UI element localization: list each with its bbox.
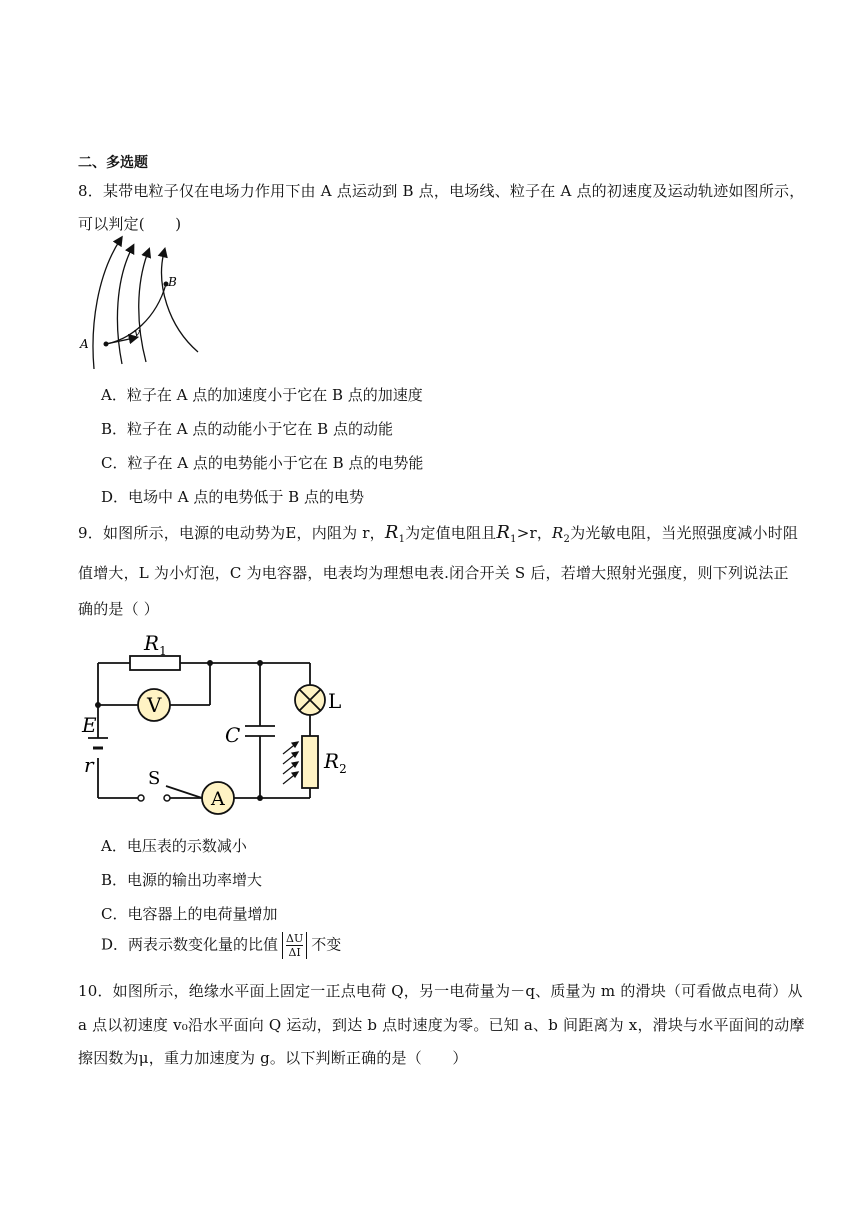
label-capacitor: C bbox=[225, 723, 241, 747]
velocity-arrow bbox=[106, 338, 134, 344]
q10-stem-line3: 擦因数为μ，重力加速度为 g。以下判断正确的是（ ） bbox=[78, 1049, 468, 1067]
label-a: A bbox=[80, 337, 89, 351]
field-line-4 bbox=[162, 252, 198, 352]
q8-option-a[interactable]: A．粒子在 A 点的加速度小于它在 B 点的加速度 bbox=[101, 386, 423, 404]
q8-stem-line2: 可以判定( ) bbox=[78, 215, 182, 233]
label-switch: S bbox=[148, 768, 161, 789]
q8-option-c[interactable]: C．粒子在 A 点的电势能小于它在 B 点的电势能 bbox=[101, 454, 424, 472]
field-line-3 bbox=[139, 252, 148, 362]
field-line-2 bbox=[117, 248, 132, 364]
label-lamp: L bbox=[328, 689, 342, 713]
q9-option-d[interactable]: D．两表示数变化量的比值 $\frac{\Delta U}{\Delta I}$ 不变 bbox=[101, 932, 342, 959]
q8-field-lines-figure bbox=[76, 234, 206, 370]
q9-stem-line1: 9．如图所示，电源的电动势为E，内阻为 r，$R_1$为定值电阻且$R_1>r$，$R_2$为光敏电阻，当光照强度减小时阻 bbox=[78, 522, 799, 545]
label-b: B bbox=[168, 275, 177, 289]
q8-option-d[interactable]: D．电场中 A 点的电势低于 B 点的电势 bbox=[101, 488, 364, 506]
label-emf: E bbox=[82, 713, 97, 737]
point-a bbox=[104, 342, 109, 347]
q9-stem-line3: 确的是（ ） bbox=[78, 600, 159, 618]
q9-circuit-diagram bbox=[78, 628, 358, 828]
q9-option-a[interactable]: A．电压表的示数减小 bbox=[101, 837, 247, 855]
label-voltmeter: V bbox=[147, 693, 162, 717]
label-r1: $R_1$ bbox=[144, 631, 167, 658]
q8-stem-line1: 8．某带电粒子仅在电场力作用下由 A 点运动到 B 点，电场线、粒子在 A 点的初速度及运动轨迹如图所示， bbox=[78, 182, 805, 200]
field-line-1 bbox=[93, 240, 120, 369]
section-title: 二、多选题 bbox=[78, 155, 148, 171]
r2-photoresistor bbox=[302, 736, 318, 788]
label-ammeter: A bbox=[211, 788, 225, 810]
q9-option-b[interactable]: B．电源的输出功率增大 bbox=[101, 871, 263, 889]
r1-resistor bbox=[130, 656, 180, 670]
q9-option-c[interactable]: C．电容器上的电荷量增加 bbox=[101, 905, 278, 923]
delta-ratio-fraction: $\frac{\Delta U}{\Delta I}$ bbox=[282, 932, 307, 959]
q10-stem-line2: a 点以初速度 v₀沿水平面向 Q 运动，到达 b 点时速度为零。已知 a、b 间距离为 x，滑块与水平面间的动摩 bbox=[78, 1016, 805, 1034]
label-v: v bbox=[134, 326, 141, 339]
q9-stem-line2: 值增大，L 为小灯泡，C 为电容器，电表均为理想电表.闭合开关 S 后，若增大照射光强度，则下列说法正 bbox=[78, 564, 789, 582]
light-arrows bbox=[283, 742, 298, 784]
label-internal: r bbox=[84, 753, 94, 777]
label-r2: $R_2$ bbox=[324, 749, 347, 776]
q8-option-b[interactable]: B．粒子在 A 点的动能小于它在 B 点的动能 bbox=[101, 420, 393, 438]
q10-stem-line1: 10．如图所示，绝缘水平面上固定一正点电荷 Q，另一电荷量为－q、质量为 m 的滑块（可看做点电荷）从 bbox=[78, 982, 803, 1000]
